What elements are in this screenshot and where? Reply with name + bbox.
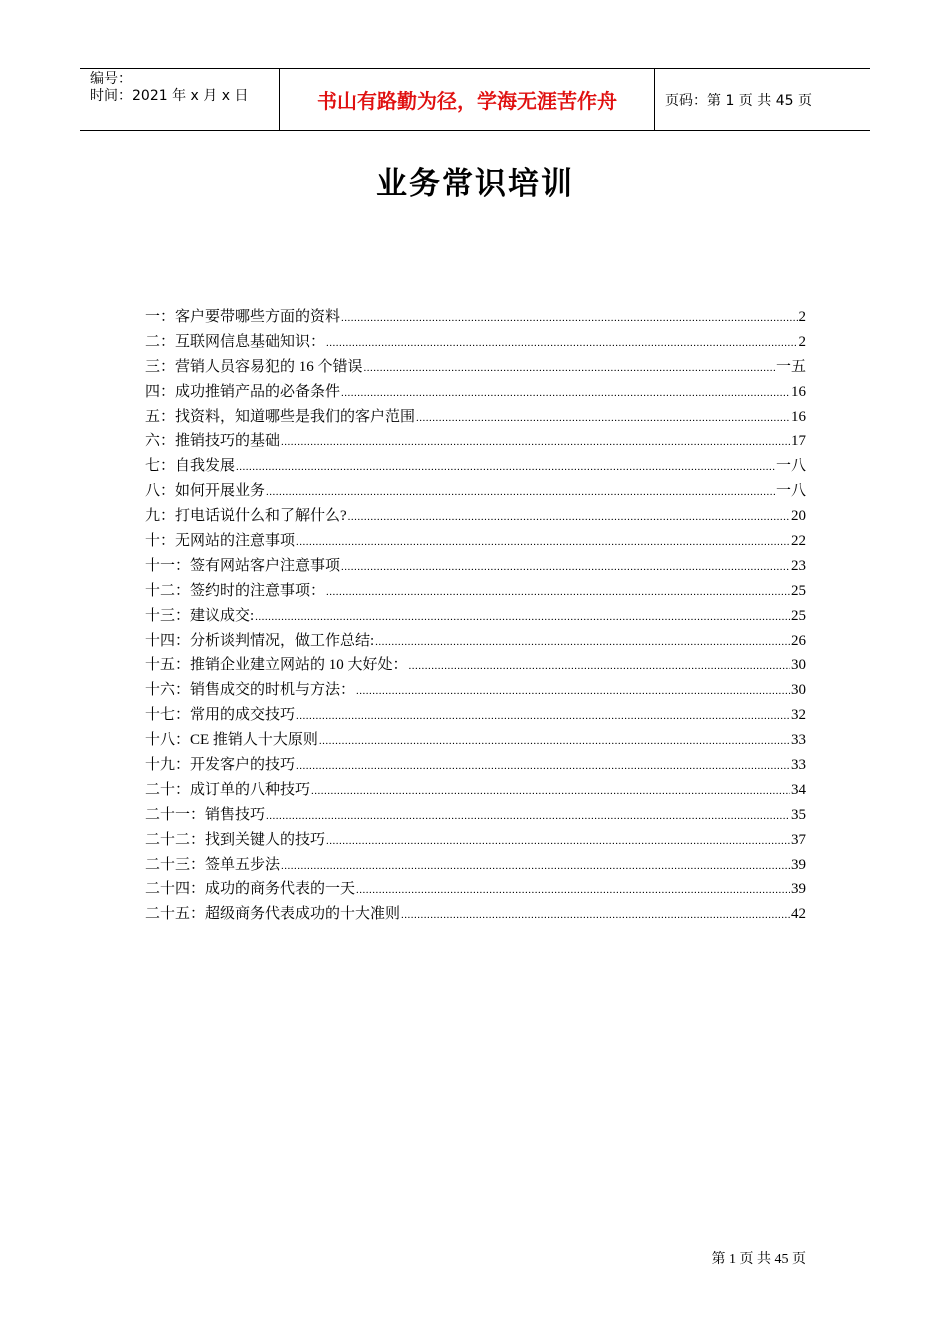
toc-dot-leader [326, 337, 797, 349]
toc-entry-page: 一八 [775, 483, 806, 500]
toc-entry-page: 16 [791, 383, 806, 400]
toc-dot-leader [341, 312, 797, 324]
document-title: 业务常识培训 [376, 166, 574, 202]
toc-dot-leader [311, 785, 790, 797]
toc-entry-label: 十：无网站的注意事项 [145, 533, 296, 550]
toc-dot-leader [401, 909, 790, 921]
toc-entry-page: 20 [791, 508, 806, 525]
page-footer: 第 1 页 共 45 页 [711, 1252, 806, 1267]
toc-entry-page: 34 [791, 781, 806, 798]
motto-text: 书山有路勤为径，学海无涯苦作舟 [317, 89, 617, 113]
serial-label: 编号： [90, 71, 132, 87]
toc-entry-label: 二十：成订单的八种技巧 [145, 781, 311, 798]
toc-entry-label: 十七：常用的成交技巧 [145, 707, 296, 724]
toc-dot-leader [416, 412, 790, 424]
toc-entry[interactable] [145, 330, 806, 355]
toc-entry[interactable] [145, 629, 806, 654]
toc-dot-leader [296, 760, 790, 772]
toc-entry[interactable] [145, 803, 806, 828]
toc-entry-page: 33 [791, 732, 806, 749]
toc-entry-page: 25 [791, 582, 806, 599]
toc-entry-label: 二：互联网信息基础知识： [145, 333, 326, 350]
toc-entry[interactable] [145, 579, 806, 604]
toc-entry-label: 二十五：超级商务代表成功的十大准则 [145, 906, 401, 923]
toc-entry-label: 二十二：找到关键人的技巧 [145, 831, 326, 848]
toc-entry-label: 二十四：成功的商务代表的一天 [145, 881, 356, 898]
toc-entry-page: 39 [791, 881, 806, 898]
toc-entry-label: 十五：推销企业建立网站的 10 大好处： [145, 657, 408, 674]
toc-entry[interactable] [145, 753, 806, 778]
toc-entry-page: 22 [791, 533, 806, 550]
toc-entry[interactable] [145, 405, 806, 430]
toc-entry-label: 二十三：签单五步法 [145, 856, 281, 873]
header-page-cell [655, 69, 870, 130]
toc-entry-page: 25 [791, 607, 806, 624]
toc-entry-page: 16 [791, 408, 806, 425]
header-page-info: 页码：第 1 页 共 45 页 [665, 92, 812, 109]
toc-dot-leader [296, 710, 790, 722]
toc-entry-page: 23 [791, 557, 806, 574]
toc-entry[interactable] [145, 479, 806, 504]
toc-dot-leader [266, 486, 775, 498]
toc-entry-page: 一五 [775, 358, 806, 375]
toc-entry-page: 35 [791, 806, 806, 823]
toc-entry[interactable] [145, 380, 806, 405]
toc-entry[interactable] [145, 728, 806, 753]
toc-entry-page: 2 [798, 333, 806, 350]
toc-entry-label: 十一：签有网站客户注意事项 [145, 557, 341, 574]
toc-dot-leader [236, 461, 775, 473]
toc-entry[interactable] [145, 429, 806, 454]
toc-entry[interactable] [145, 778, 806, 803]
toc-dot-leader [364, 362, 775, 374]
toc-entry-label: 九：打电话说什么和了解什么? [145, 508, 347, 525]
document-header [80, 68, 870, 131]
header-meta-cell [80, 69, 280, 130]
toc-entry[interactable] [145, 828, 806, 853]
toc-entry-label: 七：自我发展 [145, 458, 236, 475]
toc-dot-leader [326, 586, 790, 598]
toc-entry-label: 三：营销人员容易犯的 16 个错误 [145, 358, 363, 375]
toc-entry[interactable] [145, 877, 806, 902]
toc-entry[interactable] [145, 504, 806, 529]
toc-entry-label: 二十一：销售技巧 [145, 806, 266, 823]
toc-entry-label: 十九：开发客户的技巧 [145, 757, 296, 774]
toc-dot-leader [356, 685, 790, 697]
toc-entry-label: 十八：CE 推销人十大原则 [145, 732, 318, 749]
toc-dot-leader [255, 611, 790, 623]
toc-entry-page: 42 [791, 906, 806, 923]
toc-entry[interactable] [145, 355, 806, 380]
toc-entry[interactable] [145, 853, 806, 878]
toc-entry[interactable] [145, 529, 806, 554]
toc-dot-leader [341, 387, 790, 399]
toc-dot-leader [281, 860, 790, 872]
toc-entry-label: 六：推销技巧的基础 [145, 433, 281, 450]
toc-entry[interactable] [145, 454, 806, 479]
toc-entry-page: 30 [791, 657, 806, 674]
toc-entry-page: 33 [791, 757, 806, 774]
toc-entry-page: 37 [791, 831, 806, 848]
toc-dot-leader [341, 561, 790, 573]
time-label: 时间：2021 年 x 月 x 日 [90, 88, 249, 104]
toc-entry-page: 26 [791, 632, 806, 649]
toc-dot-leader [281, 436, 790, 448]
toc-entry[interactable] [145, 703, 806, 728]
toc-dot-leader [266, 810, 790, 822]
toc-entry-label: 四：成功推销产品的必备条件 [145, 383, 341, 400]
toc-entry-label: 十四：分析谈判情况，做工作总结: [145, 632, 375, 649]
toc-entry-page: 一八 [775, 458, 806, 475]
toc-entry-page: 2 [798, 309, 806, 325]
toc-entry-label: 八：如何开展业务 [145, 483, 266, 500]
toc-entry-label: 五：找资料，知道哪些是我们的客户范围 [145, 408, 416, 425]
toc-dot-leader [326, 835, 790, 847]
toc-entry-label: 十二：签约时的注意事项： [145, 582, 326, 599]
toc-entry[interactable] [145, 902, 806, 927]
toc-dot-leader [375, 636, 790, 648]
toc-entry-label: 十六：销售成交的时机与方法： [145, 682, 356, 699]
toc-entry-page: 30 [791, 682, 806, 699]
table-of-contents [145, 305, 806, 927]
toc-entry-page: 39 [791, 856, 806, 873]
toc-entry[interactable] [145, 653, 806, 678]
toc-dot-leader [319, 735, 790, 747]
toc-entry-page: 17 [791, 433, 806, 450]
toc-dot-leader [356, 884, 790, 896]
toc-entry-label: 十三：建议成交: [145, 607, 255, 624]
toc-entry[interactable] [145, 604, 806, 629]
toc-entry-label: 一：客户要带哪些方面的资料 [145, 309, 341, 325]
toc-entry-page: 32 [791, 707, 806, 724]
toc-entry[interactable] [145, 305, 806, 330]
toc-entry[interactable] [145, 678, 806, 703]
header-motto-cell [280, 69, 655, 130]
toc-dot-leader [296, 536, 790, 548]
toc-dot-leader [409, 660, 790, 672]
toc-dot-leader [348, 511, 790, 523]
toc-entry[interactable] [145, 554, 806, 579]
